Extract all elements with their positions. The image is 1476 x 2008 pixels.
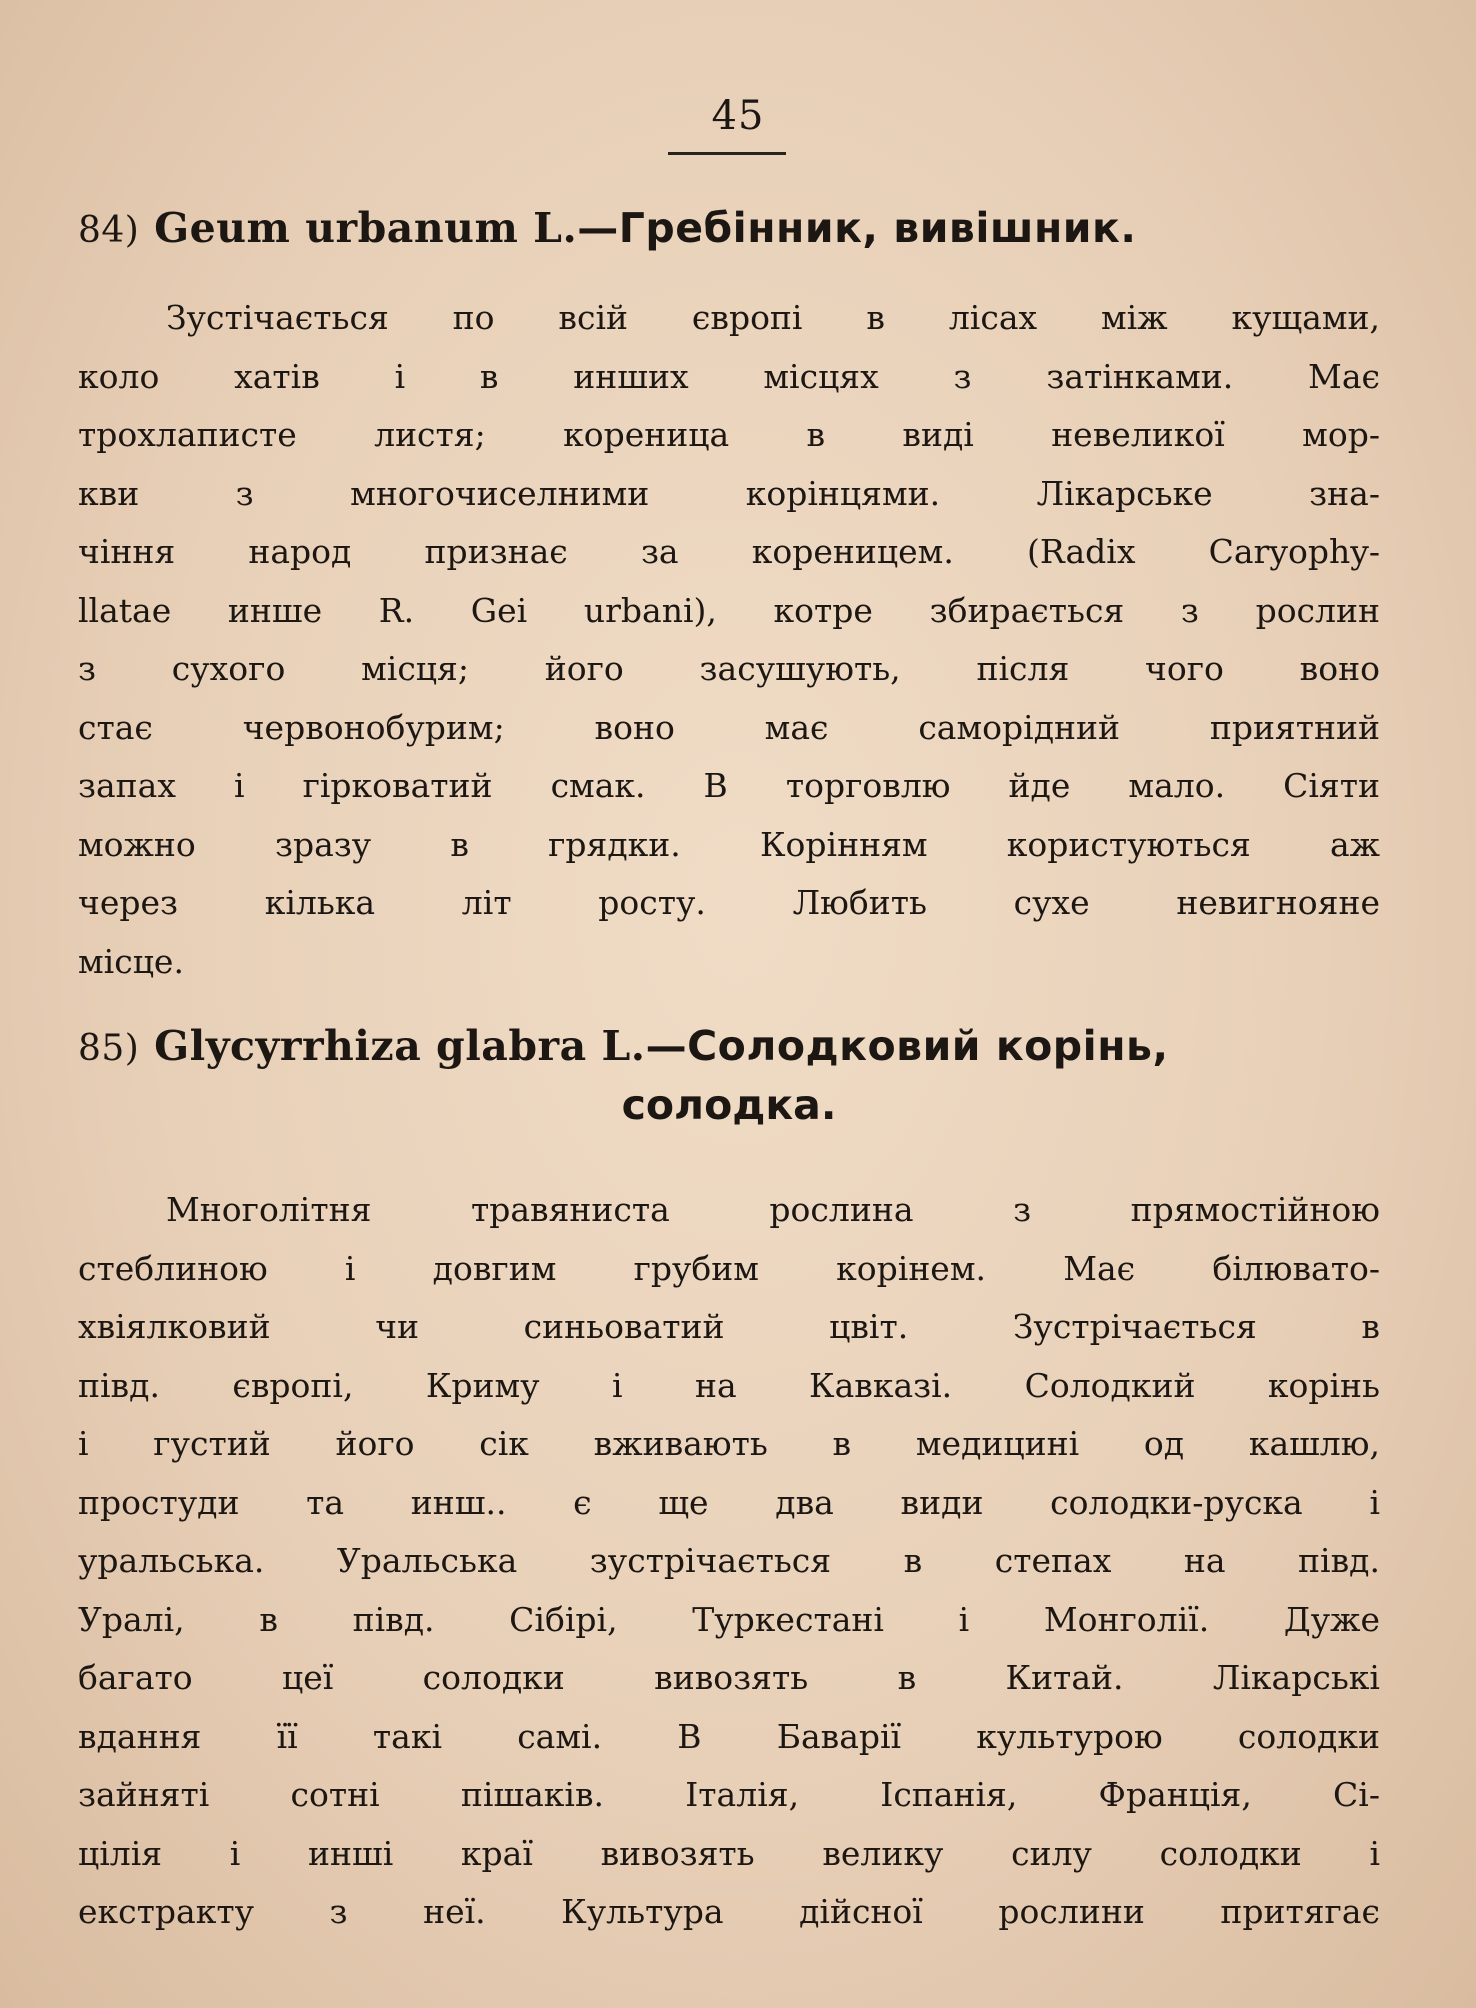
- entry-heading: [78, 200, 1380, 259]
- text-line: простуди та инш.. є ще два види солодки-руска і: [78, 1482, 1380, 1522]
- text-line: llatae инше R. Gei urbani), котре збирається з рослин: [78, 590, 1380, 630]
- text-line: хвіялковий чи синьоватий цвіт. Зустрічається в: [78, 1307, 1380, 1346]
- text-line: півд. європі, Криму і на Кавказі. Солодкий корінь: [78, 1365, 1380, 1405]
- common-name-continued: солодка.: [621, 1081, 837, 1129]
- text-line: кви з многочиселними корінцями. Лікарське зна-: [78, 473, 1380, 513]
- heading-dash: —: [577, 204, 619, 252]
- latin-name: Geum urbanum L.: [154, 204, 578, 252]
- text-line: можно зразу в грядки. Корінням користуються аж: [78, 824, 1380, 864]
- text-line: Многолітня травяниста рослина з прямостійною: [166, 1190, 1380, 1229]
- text-line: уральська. Уральська зустрічається в степах на півд.: [78, 1541, 1380, 1580]
- text-line: цілія і инші краї вивозять велику силу солодки і: [78, 1833, 1380, 1873]
- text-line: стає червонобурим; воно має саморідний приятний: [78, 707, 1380, 747]
- entry-85: [78, 1018, 1380, 1942]
- text-line: коло хатів і в инших місцях з затінками. Має: [78, 356, 1380, 396]
- entry-number: 85): [78, 1028, 140, 1069]
- text-line: і густий його сік вживають в медицині од кашлю,: [78, 1424, 1380, 1463]
- page-number: 45: [711, 93, 765, 139]
- text-line: екстракту з неї. Культура дійсної рослини притягає: [78, 1892, 1380, 1931]
- text-line: чіння народ признає за кореницем. (Radix Caryophy-: [78, 532, 1380, 571]
- text-line: з сухого місця; його засушують, після чого воно: [78, 649, 1380, 688]
- entry-number: 84): [78, 210, 140, 251]
- common-name: Солодковий корінь,: [687, 1022, 1169, 1070]
- text-line: стеблиною і довгим грубим корінем. Має білювато-: [78, 1248, 1380, 1288]
- text-line: трохлаписте листя; кореница в виді невеликої мор-: [78, 415, 1380, 454]
- entry-84: [78, 200, 1380, 991]
- text-line: запах і гірковатий смак. В торговлю йде мало. Сіяти: [78, 766, 1380, 805]
- text-line: Уралі, в півд. Сібірі, Туркестані і Монголії. Дуже: [78, 1599, 1380, 1639]
- text-line: місце.: [78, 941, 184, 981]
- entry-heading: [78, 1018, 1380, 1077]
- common-name: Гребінник, вивішник.: [618, 204, 1137, 252]
- text-line: багато цеї солодки вивозять в Китай. Лікарські: [78, 1658, 1380, 1697]
- text-line: зайняті сотні пішаків. Італія, Іспанія, Франція, Сі-: [78, 1775, 1380, 1814]
- page-number-rule: [668, 152, 786, 155]
- text-line: вдання її такі самі. В Баварії культурою солодки: [78, 1716, 1380, 1756]
- heading-dash: —: [645, 1022, 688, 1070]
- latin-name: Glycyrrhiza glabra L.: [154, 1022, 646, 1070]
- text-line: Зустічається по всій європі в лісах між кущами,: [166, 298, 1380, 337]
- entry-body: [78, 1181, 1380, 1942]
- text-line: через кілька літ росту. Любить сухе невигнояне: [78, 883, 1380, 922]
- entry-body: [78, 289, 1380, 991]
